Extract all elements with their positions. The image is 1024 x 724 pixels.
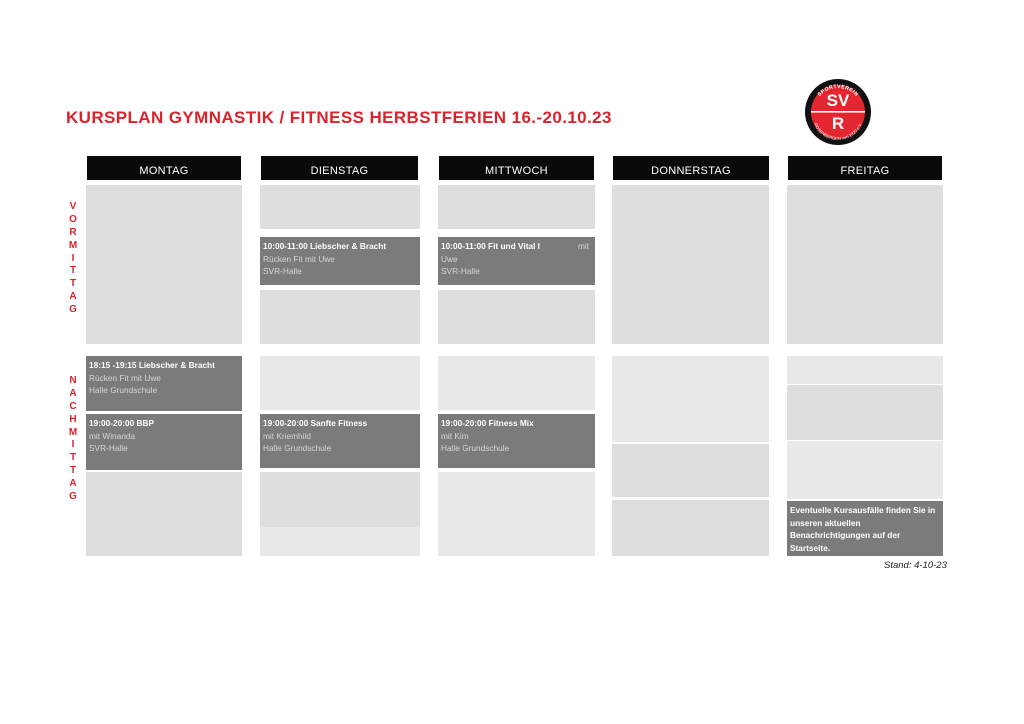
slot-fr-nm-top <box>787 356 943 384</box>
slot-di-nm-bottom <box>260 527 420 556</box>
course-location: SVR-Halle <box>263 266 302 276</box>
course-mit: mit <box>577 241 589 251</box>
course-title: 19:00-20:00 Sanfte Fitness <box>263 418 368 428</box>
course-location: Halle Grundschule <box>441 443 510 453</box>
slot-di-nm-top <box>260 356 420 410</box>
course-mi-nm <box>438 414 595 468</box>
day-header-mittwoch: MITTWOCH <box>439 156 594 180</box>
course-mo-nm-1 <box>86 356 242 411</box>
label-vormittag: V O R M I T T A G <box>68 201 78 316</box>
course-location: SVR-Halle <box>89 443 128 453</box>
day-header-montag: MONTAG <box>87 156 241 180</box>
logo-letters-top: SV <box>826 91 850 110</box>
course-title: 10:00-11:00 Fit und Vital I <box>441 241 540 251</box>
stand-date: Stand: 4-10-23 <box>884 560 947 571</box>
page-title: KURSPLAN GYMNASTIK / FITNESS HERBSTFERIEN 16.-20.10.23 <box>66 108 612 127</box>
cancellation-note: Eventuelle Kursausfälle finden Sie in unseren aktuellen Benachrichtigungen auf der Startseite. <box>787 501 943 556</box>
day-header-donnerstag: DONNERSTAG <box>613 156 769 180</box>
slot-mi-nm-bottom <box>438 472 595 556</box>
course-trainer: Rücken Fit mit Uwe <box>263 253 335 264</box>
slot-mi-vm-bottom <box>438 290 595 344</box>
course-mi-vm <box>438 237 595 285</box>
slot-mi-nm-top <box>438 356 595 410</box>
slot-di-nm-mid <box>260 472 420 527</box>
course-location: SVR-Halle <box>441 266 480 276</box>
slot-fr-vm <box>787 185 943 344</box>
course-trainer: mit Kriemhild <box>263 430 311 441</box>
logo-bottom-text: ROSENBERGEN von 1920 e.V. <box>813 122 863 142</box>
course-title: 10:00-11:00 Liebscher & Bracht <box>263 241 387 251</box>
course-location: Halle Grundschule <box>89 385 158 395</box>
slot-do-vm <box>612 185 769 344</box>
course-trainer: mit Kim <box>441 430 469 441</box>
slot-mo-vm <box>86 185 242 344</box>
course-title: 19:00-20:00 Fitness Mix <box>441 418 534 428</box>
course-title: 18:15 -19:15 Liebscher & Bracht <box>89 360 215 370</box>
day-header-dienstag: DIENSTAG <box>261 156 418 180</box>
day-header-freitag: FREITAG <box>788 156 942 180</box>
slot-di-vm-bottom <box>260 290 420 344</box>
course-trainer: Rücken Fit mit Uwe <box>89 372 161 383</box>
slot-do-nm-mid <box>612 444 769 497</box>
logo-letter-bottom: R <box>831 114 845 133</box>
slot-mo-nm-bottom <box>86 472 242 556</box>
course-di-nm <box>260 414 420 468</box>
slot-fr-nm-lower <box>787 441 943 499</box>
course-di-vm <box>260 237 420 285</box>
logo-top-text: SPORTVEREIN <box>816 83 860 98</box>
course-trainer: mit Winanda <box>89 430 136 441</box>
club-logo <box>804 78 872 146</box>
slot-di-vm-top <box>260 185 420 229</box>
course-trainer: Uwe <box>441 253 458 264</box>
course-location: Halle Grundschule <box>263 443 332 453</box>
slot-do-nm-top <box>612 356 769 442</box>
course-mo-nm-2 <box>86 414 242 470</box>
slot-fr-nm-mid <box>787 385 943 440</box>
course-title: 19:00-20:00 BBP <box>89 418 155 428</box>
label-nachmittag: N A C H M I T T A G <box>68 375 78 503</box>
slot-do-nm-bottom <box>612 500 769 556</box>
slot-mi-vm-top <box>438 185 595 229</box>
